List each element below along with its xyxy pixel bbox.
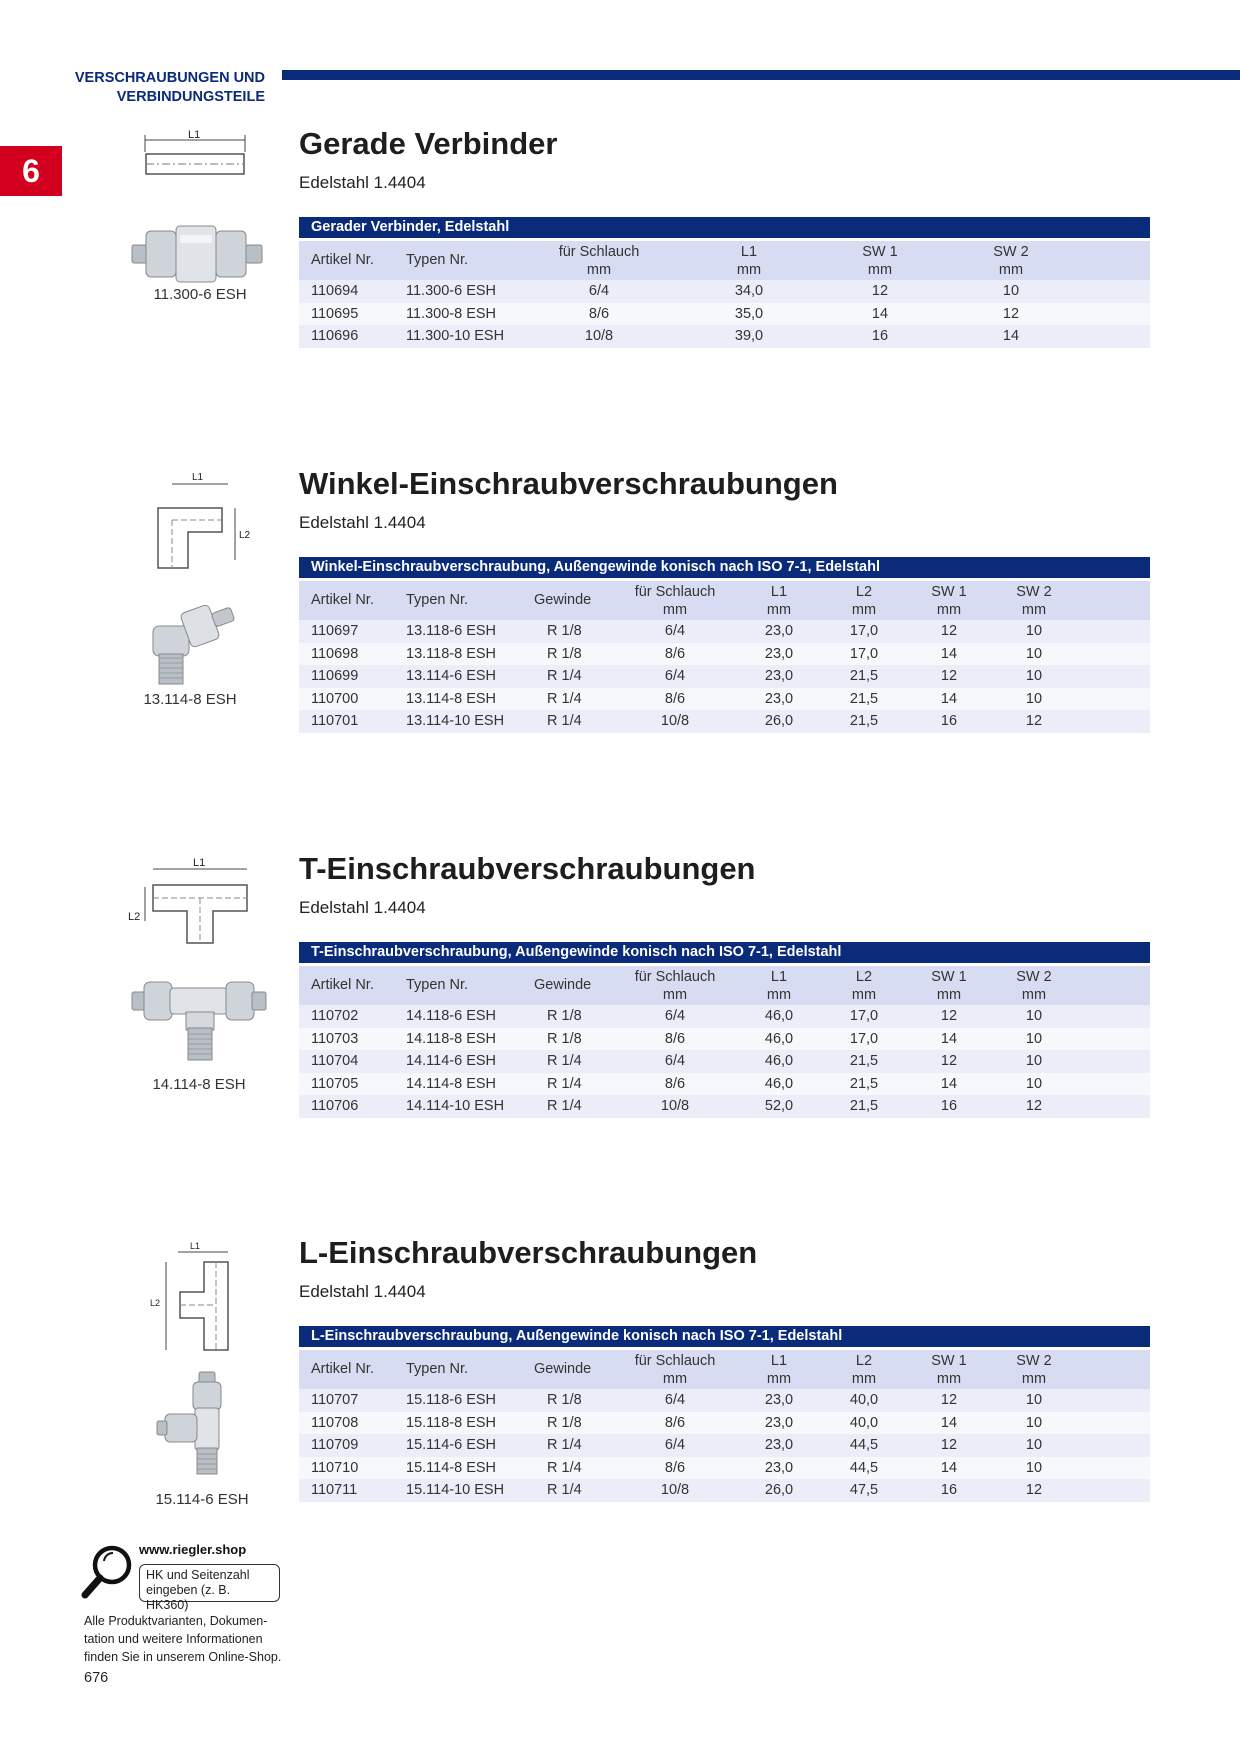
table-title: L-Einschraubverschraubung, Außengewinde konisch nach ISO 7-1, Edelstahl [299, 1326, 1150, 1347]
col-sw1 [919, 1350, 979, 1389]
cell-l2: 40,0 [849, 1392, 879, 1408]
col-label: L1 [770, 583, 788, 600]
cell-gewinde: R 1/4 [547, 1075, 582, 1092]
cell-typ: 13.118-8 ESH [406, 645, 497, 662]
shop-hint-line2: eingeben (z. B. HK360) [146, 1583, 231, 1612]
cell-l2: 17,0 [849, 645, 879, 662]
col-unit: mm [1021, 601, 1047, 618]
col-unit: mm [936, 1370, 962, 1387]
cell-schlauch: 6/4 [664, 1392, 686, 1408]
cell-l1: 23,0 [764, 645, 794, 662]
col-l1 [749, 1350, 809, 1389]
cell-gewinde: R 1/4 [547, 1098, 582, 1114]
product-image-caption: 13.114-8 ESH [143, 691, 237, 708]
cell-artikel: 110705 [311, 1075, 359, 1092]
col-artikel-nr: Artikel Nr. [311, 977, 374, 993]
table-row [299, 1050, 1150, 1073]
drawing-label-l1: L1 [190, 1241, 201, 1251]
col-schlauch [615, 966, 735, 1005]
drawing-label-l1: L1 [192, 472, 204, 483]
shop-hint-line1: HK und Seitenzahl [146, 1568, 250, 1582]
category-title-line1: VERSCHRAUBUNGEN UND [74, 70, 265, 86]
col-schlauch [615, 581, 735, 620]
cell-l1: 39,0 [734, 328, 764, 344]
shop-info-line1: Alle Produktvarianten, Dokumen- [84, 1614, 268, 1628]
cell-schlauch: 10/8 [660, 1098, 690, 1114]
cell-typ: 13.114-6 ESH [406, 668, 497, 684]
col-label: SW 2 [993, 243, 1029, 260]
cell-sw1: 12 [940, 1053, 958, 1069]
col-typen-nr: Typen Nr. [406, 252, 469, 268]
table-body [299, 1005, 1150, 1118]
shop-url-link[interactable]: www.riegler.shop [139, 1542, 247, 1557]
cell-l1: 46,0 [764, 1075, 794, 1092]
cell-schlauch: 10/8 [660, 1482, 690, 1498]
col-label: SW 1 [862, 243, 898, 260]
col-label: L1 [770, 1352, 788, 1369]
cell-sw1: 16 [940, 1482, 958, 1498]
cell-sw2: 10 [1002, 283, 1020, 299]
col-l2 [834, 581, 894, 620]
cell-typ: 15.114-6 ESH [406, 1437, 497, 1453]
col-unit: mm [766, 601, 792, 618]
col-sw1 [919, 966, 979, 1005]
col-l2 [834, 966, 894, 1005]
col-gewinde: Gewinde [534, 977, 592, 993]
product-image-caption: 14.114-8 ESH [152, 1076, 246, 1093]
drawing-label-l2: L2 [128, 911, 141, 923]
drawing-label-l2: L2 [150, 1298, 161, 1308]
cell-sw1: 12 [940, 1008, 958, 1024]
cell-schlauch: 6/4 [588, 283, 610, 299]
cell-typ: 11.300-8 ESH [406, 305, 497, 322]
cell-gewinde: R 1/8 [547, 623, 582, 639]
cell-sw1: 14 [940, 1459, 958, 1476]
col-sw2 [1004, 966, 1064, 1005]
col-sw2 [1004, 1350, 1064, 1389]
shop-info-line2: tation und weitere Informationen [84, 1632, 263, 1646]
table-title: Gerader Verbinder, Edelstahl [299, 217, 1150, 238]
cell-artikel: 110709 [311, 1437, 359, 1453]
col-unit: mm [662, 601, 688, 618]
cell-schlauch: 6/4 [664, 1008, 686, 1024]
cell-sw1: 14 [871, 305, 889, 322]
cell-schlauch: 6/4 [664, 1437, 686, 1453]
cell-gewinde: R 1/4 [547, 690, 582, 707]
cell-gewinde: R 1/8 [547, 645, 582, 662]
col-unit: mm [851, 986, 877, 1003]
col-sw2 [1004, 581, 1064, 620]
table-body [299, 1389, 1150, 1502]
cell-gewinde: R 1/4 [547, 668, 582, 684]
section-title: Gerade Verbinder [299, 126, 558, 161]
cell-gewinde: R 1/4 [547, 1437, 582, 1453]
cell-artikel: 110699 [311, 668, 359, 684]
cell-sw2: 10 [1025, 1053, 1043, 1069]
cell-l2: 21,5 [849, 1075, 879, 1092]
cell-artikel: 110697 [311, 623, 359, 639]
cell-l2: 21,5 [849, 1098, 879, 1114]
table-row [299, 1073, 1150, 1096]
straight-connector-drawing [140, 129, 250, 182]
table-row [299, 1028, 1150, 1051]
cell-sw2: 10 [1025, 690, 1043, 707]
cell-typ: 14.118-6 ESH [406, 1008, 497, 1024]
cell-typ: 13.114-10 ESH [406, 713, 505, 729]
shop-info-line3: finden Sie in unserem Online-Shop. [84, 1650, 282, 1664]
cell-artikel: 110706 [311, 1098, 359, 1114]
table-row [299, 325, 1150, 348]
cell-artikel: 110702 [311, 1008, 359, 1024]
cell-typ: 11.300-6 ESH [406, 283, 497, 299]
shop-hint-box [139, 1564, 280, 1612]
table-row [299, 1457, 1150, 1480]
cell-artikel: 110694 [311, 283, 359, 299]
elbow-fitting-photo [145, 596, 245, 686]
cell-artikel: 110708 [311, 1414, 359, 1431]
cell-l1: 23,0 [764, 668, 794, 684]
cell-artikel: 110711 [311, 1482, 358, 1498]
cell-gewinde: R 1/4 [547, 1482, 582, 1498]
product-image-caption: 15.114-6 ESH [155, 1491, 249, 1508]
table-column-header [299, 241, 1150, 280]
cell-l1: 23,0 [764, 1437, 794, 1453]
col-label: L1 [770, 968, 788, 985]
col-l1 [749, 966, 809, 1005]
magnifier-icon [80, 1543, 136, 1599]
cell-sw1: 12 [871, 283, 889, 299]
cell-l2: 21,5 [849, 1053, 879, 1069]
col-typen-nr: Typen Nr. [406, 977, 469, 993]
cell-sw2: 10 [1025, 1437, 1043, 1453]
cell-typ: 15.118-8 ESH [406, 1414, 497, 1431]
chapter-tab: 6 [0, 146, 62, 196]
elbow-fitting-drawing [150, 470, 260, 575]
cell-artikel: 110704 [311, 1053, 359, 1069]
header-bar [282, 70, 1240, 80]
cell-schlauch: 8/6 [664, 1075, 686, 1092]
col-sw1 [919, 581, 979, 620]
product-table [299, 1326, 1150, 1502]
cell-artikel: 110707 [311, 1392, 359, 1408]
table-row [299, 1434, 1150, 1457]
col-unit: mm [586, 261, 612, 278]
col-label: SW 1 [931, 1352, 967, 1369]
col-l1 [719, 241, 779, 280]
cell-sw2: 10 [1025, 1008, 1043, 1024]
col-unit: mm [1021, 986, 1047, 1003]
table-row [299, 710, 1150, 733]
col-label: L2 [855, 1352, 873, 1369]
l-fitting-drawing [148, 1242, 238, 1352]
col-artikel-nr: Artikel Nr. [311, 252, 374, 268]
col-label: L1 [740, 243, 758, 260]
product-table [299, 557, 1150, 733]
table-column-header [299, 966, 1150, 1005]
cell-l1: 52,0 [764, 1098, 794, 1114]
cell-l1: 46,0 [764, 1030, 794, 1047]
col-unit: mm [766, 1370, 792, 1387]
cell-sw1: 12 [940, 1392, 958, 1408]
cell-l2: 21,5 [849, 690, 879, 707]
cell-schlauch: 8/6 [664, 1030, 686, 1047]
col-l1 [749, 581, 809, 620]
drawing-label-l1: L1 [188, 129, 201, 141]
cell-schlauch: 6/4 [664, 668, 686, 684]
col-unit: mm [936, 986, 962, 1003]
table-row [299, 1479, 1150, 1502]
cell-sw2: 12 [1025, 1482, 1043, 1498]
cell-l2: 21,5 [849, 668, 879, 684]
cell-artikel: 110710 [311, 1459, 359, 1476]
cell-sw1: 16 [871, 328, 889, 344]
col-unit: mm [1021, 1370, 1047, 1387]
table-row [299, 688, 1150, 711]
cell-schlauch: 8/6 [664, 1459, 686, 1476]
col-unit: mm [851, 1370, 877, 1387]
col-artikel-nr: Artikel Nr. [311, 1361, 374, 1377]
cell-sw1: 12 [940, 1437, 958, 1453]
col-unit: mm [766, 986, 792, 1003]
col-label: SW 2 [1016, 968, 1052, 985]
col-label: für Schlauch [634, 1352, 716, 1369]
table-body [299, 620, 1150, 733]
table-row [299, 280, 1150, 303]
table-row [299, 1389, 1150, 1412]
cell-sw1: 14 [940, 645, 958, 662]
cell-artikel: 110700 [311, 690, 359, 707]
cell-sw2: 10 [1025, 1075, 1043, 1092]
cell-l2: 44,5 [849, 1459, 879, 1476]
cell-gewinde: R 1/8 [547, 1414, 582, 1431]
product-image-caption: 11.300-6 ESH [153, 286, 247, 303]
cell-l1: 23,0 [764, 1392, 794, 1408]
table-row [299, 303, 1150, 326]
col-label: für Schlauch [558, 243, 640, 260]
col-label: SW 1 [931, 968, 967, 985]
cell-gewinde: R 1/8 [547, 1008, 582, 1024]
cell-l1: 35,0 [734, 305, 764, 322]
cell-sw1: 12 [940, 668, 958, 684]
cell-typ: 15.114-8 ESH [406, 1459, 497, 1476]
cell-typ: 13.114-8 ESH [406, 690, 497, 707]
cell-sw2: 10 [1025, 1459, 1043, 1476]
cell-sw2: 10 [1025, 1414, 1043, 1431]
col-gewinde: Gewinde [534, 1361, 592, 1377]
page-number: 676 [84, 1670, 109, 1686]
cell-typ: 15.118-6 ESH [406, 1392, 497, 1408]
col-unit: mm [736, 261, 762, 278]
cell-typ: 14.114-8 ESH [406, 1075, 497, 1092]
table-row [299, 665, 1150, 688]
cell-artikel: 110698 [311, 645, 359, 662]
section-subtitle: Edelstahl 1.4404 [299, 898, 426, 917]
table-row [299, 1005, 1150, 1028]
col-label: SW 1 [931, 583, 967, 600]
cell-gewinde: R 1/4 [547, 1459, 582, 1476]
shop-info-text [84, 1612, 304, 1666]
cell-artikel: 110696 [311, 328, 359, 344]
cell-schlauch: 8/6 [664, 690, 686, 707]
table-title: T-Einschraubverschraubung, Außengewinde konisch nach ISO 7-1, Edelstahl [299, 942, 1150, 963]
table-row [299, 1412, 1150, 1435]
category-title-line2: VERBINDUNGSTEILE [116, 89, 265, 105]
section-subtitle: Edelstahl 1.4404 [299, 513, 426, 532]
col-artikel-nr: Artikel Nr. [311, 592, 374, 608]
col-gewinde: Gewinde [534, 592, 592, 608]
cell-l2: 17,0 [849, 1008, 879, 1024]
cell-artikel: 110695 [311, 305, 359, 322]
cell-typ: 11.300-10 ESH [406, 328, 505, 344]
cell-sw2: 10 [1025, 668, 1043, 684]
cell-sw1: 16 [940, 1098, 958, 1114]
cell-l2: 40,0 [849, 1414, 879, 1431]
col-typen-nr: Typen Nr. [406, 1361, 469, 1377]
col-unit: mm [867, 261, 893, 278]
col-schlauch [539, 241, 659, 280]
table-column-header [299, 1350, 1150, 1389]
cell-l1: 26,0 [764, 1482, 794, 1498]
cell-l1: 46,0 [764, 1008, 794, 1024]
table-row [299, 620, 1150, 643]
cell-schlauch: 8/6 [664, 645, 686, 662]
section-subtitle: Edelstahl 1.4404 [299, 173, 426, 192]
col-label: für Schlauch [634, 968, 716, 985]
l-fitting-photo [155, 1370, 245, 1480]
cell-typ: 13.118-6 ESH [406, 623, 497, 639]
cell-l2: 44,5 [849, 1437, 879, 1453]
cell-typ: 14.114-10 ESH [406, 1098, 505, 1114]
section-subtitle: Edelstahl 1.4404 [299, 1282, 426, 1301]
cell-l1: 23,0 [764, 690, 794, 707]
cell-l2: 21,5 [849, 713, 879, 729]
catalog-category-title [20, 69, 265, 107]
straight-connector-photo [130, 221, 265, 287]
col-sw2 [981, 241, 1041, 280]
cell-sw2: 12 [1025, 1098, 1043, 1114]
table-row [299, 643, 1150, 666]
col-typen-nr: Typen Nr. [406, 592, 469, 608]
cell-l2: 17,0 [849, 1030, 879, 1047]
col-label: L2 [855, 583, 873, 600]
cell-schlauch: 10/8 [584, 328, 614, 344]
cell-sw2: 10 [1025, 645, 1043, 662]
section-title: Winkel-Einschraubverschraubungen [299, 466, 838, 501]
cell-artikel: 110701 [311, 713, 359, 729]
cell-l1: 23,0 [764, 1414, 794, 1431]
cell-sw1: 12 [940, 623, 958, 639]
cell-schlauch: 8/6 [588, 305, 610, 322]
tee-fitting-photo [130, 976, 270, 1066]
cell-sw2: 12 [1025, 713, 1043, 729]
drawing-label-l1: L1 [193, 857, 206, 869]
cell-gewinde: R 1/4 [547, 713, 582, 729]
cell-gewinde: R 1/8 [547, 1030, 582, 1047]
col-label: SW 2 [1016, 583, 1052, 600]
tee-fitting-drawing [125, 855, 255, 945]
col-unit: mm [936, 601, 962, 618]
cell-gewinde: R 1/4 [547, 1053, 582, 1069]
product-table [299, 942, 1150, 1118]
cell-l1: 46,0 [764, 1053, 794, 1069]
table-title: Winkel-Einschraubverschraubung, Außengewinde konisch nach ISO 7-1, Edelstahl [299, 557, 1150, 578]
cell-l1: 23,0 [764, 623, 794, 639]
section-title: L-Einschraubverschraubungen [299, 1235, 758, 1270]
col-l2 [834, 1350, 894, 1389]
col-unit: mm [662, 986, 688, 1003]
cell-sw1: 14 [940, 1414, 958, 1431]
col-unit: mm [851, 601, 877, 618]
cell-schlauch: 6/4 [664, 623, 686, 639]
cell-schlauch: 8/6 [664, 1414, 686, 1431]
cell-sw1: 14 [940, 1030, 958, 1047]
cell-l1: 23,0 [764, 1459, 794, 1476]
table-column-header [299, 581, 1150, 620]
cell-l2: 47,5 [849, 1482, 879, 1498]
cell-sw2: 10 [1025, 1030, 1043, 1047]
col-label: L2 [855, 968, 873, 985]
cell-sw2: 12 [1002, 305, 1020, 322]
cell-sw2: 14 [1002, 328, 1020, 344]
cell-typ: 14.118-8 ESH [406, 1030, 497, 1047]
col-sw1 [850, 241, 910, 280]
cell-sw1: 16 [940, 713, 958, 729]
col-schlauch [615, 1350, 735, 1389]
cell-l1: 26,0 [764, 713, 794, 729]
cell-l2: 17,0 [849, 623, 879, 639]
cell-typ: 15.114-10 ESH [406, 1482, 505, 1498]
cell-sw1: 14 [940, 690, 958, 707]
product-table [299, 217, 1150, 348]
col-unit: mm [998, 261, 1024, 278]
col-label: SW 2 [1016, 1352, 1052, 1369]
cell-sw1: 14 [940, 1075, 958, 1092]
cell-typ: 14.114-6 ESH [406, 1053, 497, 1069]
table-body [299, 280, 1150, 348]
drawing-label-l2: L2 [239, 530, 251, 541]
col-label: für Schlauch [634, 583, 716, 600]
col-unit: mm [662, 1370, 688, 1387]
cell-sw2: 10 [1025, 1392, 1043, 1408]
cell-sw2: 10 [1025, 623, 1043, 639]
cell-schlauch: 10/8 [660, 713, 690, 729]
cell-l1: 34,0 [734, 283, 764, 299]
cell-artikel: 110703 [311, 1030, 359, 1047]
cell-gewinde: R 1/8 [547, 1392, 582, 1408]
section-title: T-Einschraubverschraubungen [299, 851, 756, 886]
table-row [299, 1095, 1150, 1118]
cell-schlauch: 6/4 [664, 1053, 686, 1069]
